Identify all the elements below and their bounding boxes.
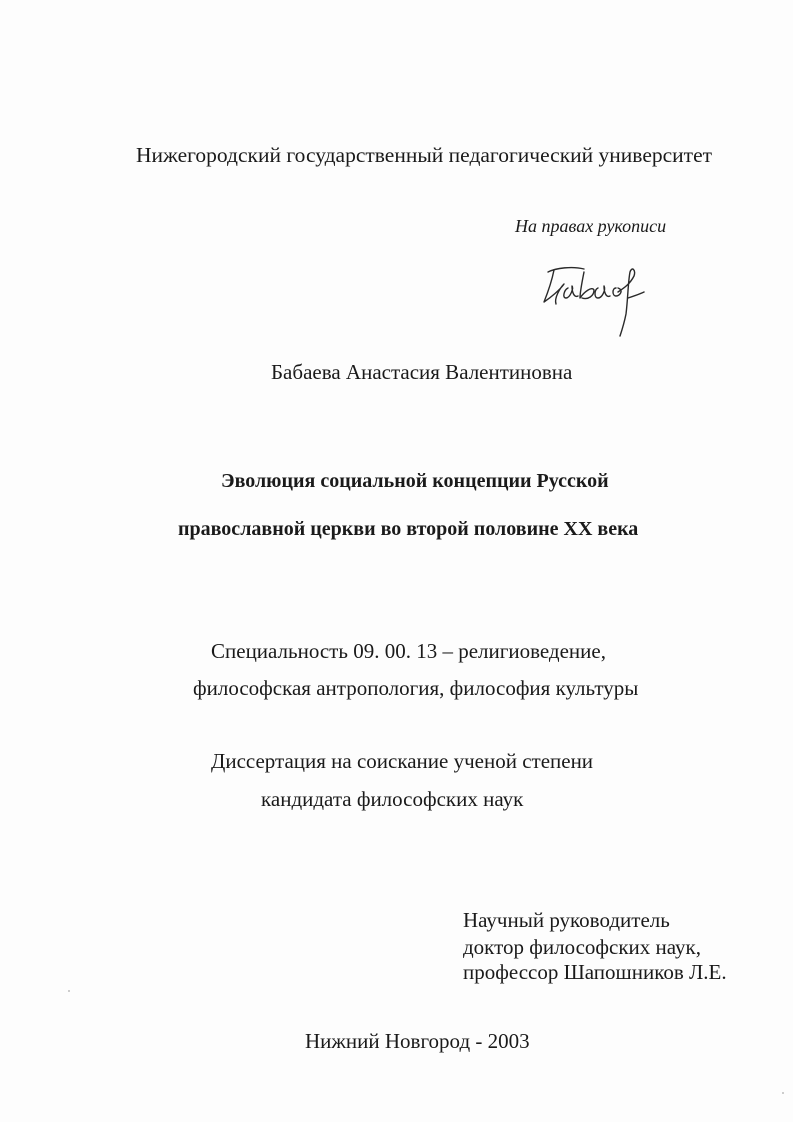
city-year: Нижний Новгород - 2003 (305, 1029, 530, 1053)
author-signature (534, 258, 654, 338)
author-name: Бабаева Анастасия Валентиновна (271, 360, 573, 384)
university-name: Нижегородский государственный педагогический университет (136, 143, 713, 167)
scan-speck (68, 990, 70, 992)
manuscript-rights-note: На правах рукописи (515, 216, 667, 236)
advisor-degree: доктор философских наук, (463, 935, 701, 959)
thesis-title-line-1: Эволюция социальной концепции Русской (221, 470, 609, 492)
dissertation-line-2: кандидата философских наук (261, 787, 524, 811)
advisor-role: Научный руководитель (463, 908, 670, 932)
specialty-line-2: философская антропология, философия культуры (193, 676, 639, 700)
thesis-title-line-2: православной церкви во второй половине XX века (178, 518, 639, 540)
specialty-line-1: Специальность 09. 00. 13 – религиоведение, (211, 639, 606, 663)
scan-speck (782, 1092, 784, 1094)
dissertation-line-1: Диссертация на соискание ученой степени (211, 749, 594, 773)
advisor-name: профессор Шапошников Л.Е. (463, 960, 727, 984)
